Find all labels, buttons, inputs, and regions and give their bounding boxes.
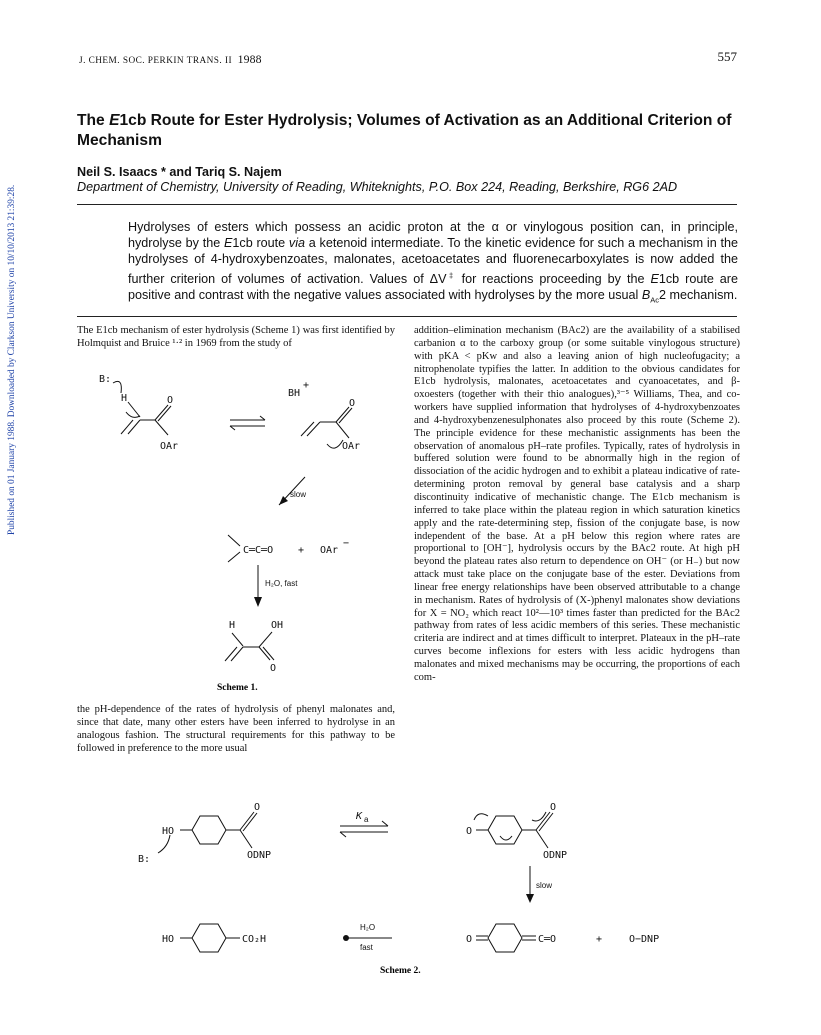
svg-text:BH: BH [288, 388, 301, 399]
svg-text:CO₂H: CO₂H [242, 934, 267, 945]
authors: Neil S. Isaacs * and Tariq S. Najem [77, 165, 282, 179]
svg-text:a: a [364, 815, 369, 824]
svg-text:O: O [466, 934, 473, 945]
svg-text:+: + [303, 380, 310, 391]
abstract: Hydrolyses of esters which possess an acidic proton at the α or vinylogous position can, in principle, hydrolyse by the E1cb route via a ketenoid intermediate. To the kinetic evidence for such a mechanism in the hydrolyses of 4-hydroxybenzoates, malonates, acetoacetates and fluorenecarboxylates is now added the further criterion of volumes of activation. Values of ΔV‡ for reactions proceeding by the E1cb route are positive and contrast with the negative values associated with hydrolyses by the more usual $B_{Ac}2$ mechanism. [128, 220, 739, 305]
left-para-2: the pH-dependence of the rates of hydrolysis of phenyl malonates and, since that date, many other esters have been inferred to hydrolyse in an analogous fashion. The structural requirements for this pathway to be followed in preference to the more usual [77, 704, 395, 754]
svg-text:slow: slow [290, 490, 307, 499]
svg-text:O: O [550, 802, 557, 813]
affiliation: Department of Chemistry, University of Reading, Whiteknights, P.O. Box 224, Reading, Berkshire, RG6 2AD [77, 180, 678, 194]
svg-text:OAr: OAr [320, 545, 339, 556]
svg-text:O: O [349, 398, 356, 409]
scheme-2-caption: Scheme 2. [380, 966, 421, 976]
svg-text:K: K [356, 811, 363, 822]
svg-text:+: + [298, 545, 305, 556]
svg-text:OAr: OAr [342, 441, 361, 452]
svg-text:O: O [254, 802, 261, 813]
scheme-1-caption: Scheme 1. [217, 683, 258, 693]
svg-text:O: O [466, 826, 473, 837]
svg-text:H₂O, fast: H₂O, fast [265, 579, 298, 588]
svg-text:OH: OH [271, 620, 284, 631]
svg-text:B:: B: [99, 374, 112, 385]
svg-text:−: − [343, 538, 350, 549]
svg-text:B:: B: [138, 854, 151, 865]
svg-text:fast: fast [360, 943, 373, 952]
svg-text:H: H [229, 620, 236, 631]
svg-text:ODNP: ODNP [543, 850, 568, 861]
page-number: 557 [717, 49, 737, 64]
svg-text:H₂O: H₂O [360, 923, 376, 932]
svg-text:HO: HO [162, 934, 175, 945]
svg-text:C═C═O: C═C═O [243, 545, 274, 556]
right-column-text: addition–elimination mechanism (BAc2) are the availability of a stabilised carbanion α to the carboxy group (or some suitable vinylogous structure) with pKA < pKw and also a leaving anion of high nucleofugacity; a nitrophenolate typifies the latter. In addition to the obvious candidates for E1cb hydrolysis, malonates, acetoacetates and cyanoacetates, and β-oxoesters (together with their thio analogues),³⁻⁵ Williams, Thea, and co-workers have supplied information that hydrolyses of 4-hydroxybenzoates and 4-hydroxybenzenesulphonates also proceed by this route (Scheme 2). The principle evidence for these mechanistic assignments has been the observation of anomalous pH–rate profiles. Typically, rates of hydrolysis in buffered solution were found to be abnormally high in the region of dissociation of the acidic hydrogen and to exhibit a plateau indicative of rate-determining proton removal by general base catalysis and a sharp discontinuity indicative of mechanistic change. The E1cb mechanism is inferred to take place within the plateau region in which saturation kinetics apply and the rate-determining step, fission of the conjugate base, is now independent of the base. At a pH below this region where rates are proportional to [OH⁻], hydrolysis occurs by the BAc2 route. At high pH beyond the plateau rates also return to dependence on OH⁻ (or H₋) but now attack must take place on the conjugate base of the ester. Deviations from linear free energy relationships have been observed attributable to a change in mechanism. Rates of hydrolysis of (X-)phenyl malonates show deviations for X = NO₂ which react 10²—10³ times faster than predicted for the BAc2 pathway from rates of less acidic members of this series. These mechanistic criteria are indirect and at times difficult to interpret. Plateaux in the pH–rate curves become inflexions for esters with less acidic hydrogens than malonates and mixed mechanisms may be occurring, the proportions of each com- [414, 325, 740, 683]
svg-text:O−DNP: O−DNP [629, 934, 660, 945]
svg-text:O: O [167, 395, 174, 406]
svg-text:H: H [121, 393, 128, 404]
article-title: The E1cb Route for Ester Hydrolysis; Volumes of Activation as an Additional Criterion of Mechanism [77, 112, 732, 149]
svg-text:OAr: OAr [160, 441, 179, 452]
svg-text:ODNP: ODNP [247, 850, 272, 861]
svg-text:+: + [596, 934, 603, 945]
journal-name: J. CHEM. SOC. PERKIN TRANS. II [79, 56, 233, 66]
svg-text:HO: HO [162, 826, 175, 837]
svg-text:O: O [270, 663, 277, 674]
download-stamp: Published on 01 January 1988. Downloaded by Clarkson University on 10/10/2013 21:39:28. [7, 184, 17, 535]
journal-year: 1988 [237, 52, 262, 66]
svg-text:C═O: C═O [538, 934, 557, 945]
left-para-1: The E1cb mechanism of ester hydrolysis (Scheme 1) was first identified by Holmquist and Bruice ¹·² in 1969 from the study of [77, 325, 395, 349]
svg-text:slow: slow [536, 881, 553, 890]
